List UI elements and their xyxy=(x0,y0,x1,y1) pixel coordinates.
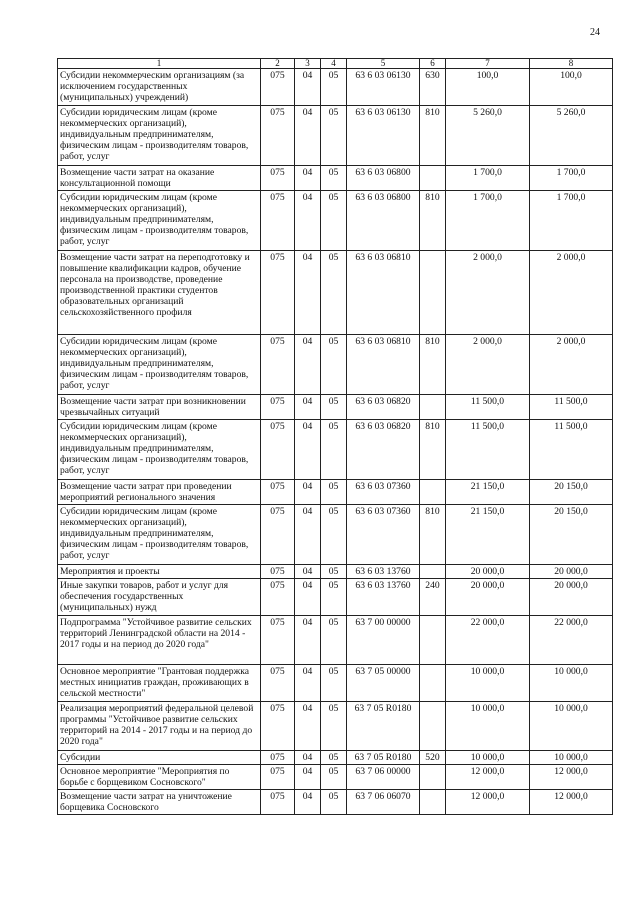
row-section: 04 xyxy=(295,505,321,565)
row-amount-col8: 10 000,0 xyxy=(530,702,613,751)
row-admin-code: 075 xyxy=(261,616,295,665)
row-admin-code: 075 xyxy=(261,251,295,335)
row-name: Субсидии юридическим лицам (кроме некоммерческих организаций), индивидуальным предпринимателям, физическим лицам - производителям товаров, работ, услуг xyxy=(58,505,261,565)
row-name: Возмещение части затрат на переподготовку и повышение квалификации кадров, обучение персонала на производстве, проведение производственной практики студентов образовательных организаций сельскохозяйственного профиля xyxy=(58,251,261,335)
row-subsection: 05 xyxy=(321,335,347,395)
row-section: 04 xyxy=(295,579,321,616)
row-admin-code: 075 xyxy=(261,702,295,751)
row-admin-code: 075 xyxy=(261,106,295,166)
row-amount-col7: 2 000,0 xyxy=(446,335,530,395)
table-row xyxy=(58,420,613,480)
column-header: 8 xyxy=(530,59,613,69)
row-amount-col7: 1 700,0 xyxy=(446,191,530,251)
row-subsection: 05 xyxy=(321,251,347,335)
row-amount-col7: 10 000,0 xyxy=(446,751,530,765)
table-row xyxy=(58,335,613,395)
row-amount-col8: 12 000,0 xyxy=(530,790,613,815)
row-section: 04 xyxy=(295,166,321,191)
row-admin-code: 075 xyxy=(261,395,295,420)
row-target-article: 63 6 03 13760 xyxy=(347,579,420,616)
row-amount-col8: 11 500,0 xyxy=(530,420,613,480)
row-amount-col7: 12 000,0 xyxy=(446,765,530,790)
row-subsection: 05 xyxy=(321,505,347,565)
table-row xyxy=(58,505,613,565)
row-name: Подпрограмма "Устойчивое развитие сельских территорий Ленинградской области на 2014 - 2017 годы и на период до 2020 года" xyxy=(58,616,261,665)
row-name: Субсидии юридическим лицам (кроме некоммерческих организаций), индивидуальным предпринимателям, физическим лицам - производителям товаров, работ, услуг xyxy=(58,335,261,395)
column-header: 4 xyxy=(321,59,347,69)
row-expense-type xyxy=(420,702,446,751)
table-row xyxy=(58,565,613,579)
row-expense-type xyxy=(420,665,446,702)
row-name: Субсидии юридическим лицам (кроме некоммерческих организаций), индивидуальным предпринимателям, физическим лицам - производителям товаров, работ, услуг xyxy=(58,191,261,251)
row-section: 04 xyxy=(295,751,321,765)
column-header: 1 xyxy=(58,59,261,69)
table-row xyxy=(58,751,613,765)
table-row xyxy=(58,395,613,420)
row-admin-code: 075 xyxy=(261,420,295,480)
column-header: 3 xyxy=(295,59,321,69)
row-section: 04 xyxy=(295,106,321,166)
row-subsection: 05 xyxy=(321,751,347,765)
row-expense-type: 810 xyxy=(420,420,446,480)
column-header: 5 xyxy=(347,59,420,69)
row-amount-col8: 20 150,0 xyxy=(530,480,613,505)
row-amount-col7: 21 150,0 xyxy=(446,505,530,565)
row-expense-type xyxy=(420,790,446,815)
row-admin-code: 075 xyxy=(261,790,295,815)
row-section: 04 xyxy=(295,765,321,790)
row-name: Реализация мероприятий федеральной целевой программы "Устойчивое развитие сельских территорий на 2014 - 2017 годы и на период до 2020 года" xyxy=(58,702,261,751)
row-target-article: 63 7 05 00000 xyxy=(347,665,420,702)
row-amount-col7: 21 150,0 xyxy=(446,480,530,505)
row-name: Возмещение части затрат на уничтожение борщевика Сосновского xyxy=(58,790,261,815)
row-section: 04 xyxy=(295,480,321,505)
row-target-article: 63 6 03 07360 xyxy=(347,505,420,565)
table-body xyxy=(58,69,613,815)
row-expense-type xyxy=(420,395,446,420)
row-subsection: 05 xyxy=(321,765,347,790)
table-row xyxy=(58,69,613,106)
row-section: 04 xyxy=(295,395,321,420)
row-expense-type xyxy=(420,251,446,335)
row-target-article: 63 7 05 R0180 xyxy=(347,702,420,751)
row-target-article: 63 6 03 06130 xyxy=(347,106,420,166)
row-amount-col8: 12 000,0 xyxy=(530,765,613,790)
row-expense-type: 630 xyxy=(420,69,446,106)
row-expense-type xyxy=(420,616,446,665)
row-name: Иные закупки товаров, работ и услуг для обеспечения государственных (муниципальных) нужд xyxy=(58,579,261,616)
row-amount-col7: 20 000,0 xyxy=(446,579,530,616)
row-target-article: 63 6 03 06810 xyxy=(347,335,420,395)
row-target-article: 63 6 03 06130 xyxy=(347,69,420,106)
row-admin-code: 075 xyxy=(261,751,295,765)
row-target-article: 63 6 03 06800 xyxy=(347,191,420,251)
row-subsection: 05 xyxy=(321,69,347,106)
row-name: Основное мероприятие "Мероприятия по борьбе с борщевиком Сосновского" xyxy=(58,765,261,790)
row-amount-col8: 20 150,0 xyxy=(530,505,613,565)
row-subsection: 05 xyxy=(321,191,347,251)
table-row xyxy=(58,702,613,751)
column-header: 2 xyxy=(261,59,295,69)
row-amount-col8: 2 000,0 xyxy=(530,335,613,395)
row-subsection: 05 xyxy=(321,579,347,616)
page-number: 24 xyxy=(590,27,600,38)
row-name: Субсидии юридическим лицам (кроме некоммерческих организаций), индивидуальным предпринимателям, физическим лицам - производителям товаров, работ, услуг xyxy=(58,420,261,480)
row-amount-col8: 11 500,0 xyxy=(530,395,613,420)
row-section: 04 xyxy=(295,251,321,335)
row-target-article: 63 7 05 R0180 xyxy=(347,751,420,765)
row-amount-col8: 22 000,0 xyxy=(530,616,613,665)
row-section: 04 xyxy=(295,702,321,751)
row-admin-code: 075 xyxy=(261,765,295,790)
row-amount-col8: 1 700,0 xyxy=(530,166,613,191)
row-target-article: 63 6 03 06810 xyxy=(347,251,420,335)
column-header: 6 xyxy=(420,59,446,69)
row-target-article: 63 6 03 07360 xyxy=(347,480,420,505)
table-row xyxy=(58,106,613,166)
row-admin-code: 075 xyxy=(261,480,295,505)
row-subsection: 05 xyxy=(321,790,347,815)
column-header-row xyxy=(58,59,613,69)
row-amount-col8: 10 000,0 xyxy=(530,751,613,765)
row-target-article: 63 7 06 06070 xyxy=(347,790,420,815)
row-name: Субсидии юридическим лицам (кроме некоммерческих организаций), индивидуальным предпринимателям, физическим лицам - производителям товаров, работ, услуг xyxy=(58,106,261,166)
row-subsection: 05 xyxy=(321,616,347,665)
row-target-article: 63 6 03 06800 xyxy=(347,166,420,191)
row-name: Возмещение части затрат при возникновении чрезвычайных ситуаций xyxy=(58,395,261,420)
row-section: 04 xyxy=(295,191,321,251)
row-section: 04 xyxy=(295,790,321,815)
row-expense-type: 810 xyxy=(420,191,446,251)
row-amount-col8: 5 260,0 xyxy=(530,106,613,166)
row-admin-code: 075 xyxy=(261,579,295,616)
row-target-article: 63 6 03 13760 xyxy=(347,565,420,579)
row-admin-code: 075 xyxy=(261,69,295,106)
row-admin-code: 075 xyxy=(261,565,295,579)
row-subsection: 05 xyxy=(321,166,347,191)
row-target-article: 63 6 03 06820 xyxy=(347,420,420,480)
row-expense-type xyxy=(420,480,446,505)
table-row xyxy=(58,251,613,335)
row-amount-col7: 12 000,0 xyxy=(446,790,530,815)
row-section: 04 xyxy=(295,665,321,702)
row-subsection: 05 xyxy=(321,480,347,505)
row-section: 04 xyxy=(295,565,321,579)
row-admin-code: 075 xyxy=(261,505,295,565)
row-amount-col7: 11 500,0 xyxy=(446,395,530,420)
column-header: 7 xyxy=(446,59,530,69)
row-amount-col7: 22 000,0 xyxy=(446,616,530,665)
row-amount-col7: 20 000,0 xyxy=(446,565,530,579)
table-row xyxy=(58,665,613,702)
row-section: 04 xyxy=(295,616,321,665)
row-name: Субсидии некоммерческим организациям (за исключением государственных (муниципальных) учреждений) xyxy=(58,69,261,106)
row-amount-col7: 2 000,0 xyxy=(446,251,530,335)
row-expense-type: 810 xyxy=(420,335,446,395)
row-amount-col8: 100,0 xyxy=(530,69,613,106)
row-admin-code: 075 xyxy=(261,191,295,251)
row-admin-code: 075 xyxy=(261,665,295,702)
table-row xyxy=(58,765,613,790)
table-row xyxy=(58,191,613,251)
row-subsection: 05 xyxy=(321,395,347,420)
row-amount-col8: 10 000,0 xyxy=(530,665,613,702)
row-name: Основное мероприятие "Грантовая поддержка местных инициатив граждан, проживающих в сельской местности" xyxy=(58,665,261,702)
row-amount-col7: 5 260,0 xyxy=(446,106,530,166)
row-admin-code: 075 xyxy=(261,166,295,191)
row-expense-type: 810 xyxy=(420,106,446,166)
row-amount-col8: 2 000,0 xyxy=(530,251,613,335)
row-amount-col7: 11 500,0 xyxy=(446,420,530,480)
row-amount-col8: 20 000,0 xyxy=(530,565,613,579)
row-target-article: 63 7 00 00000 xyxy=(347,616,420,665)
row-expense-type xyxy=(420,166,446,191)
budget-table xyxy=(57,58,613,815)
row-amount-col8: 20 000,0 xyxy=(530,579,613,616)
row-target-article: 63 6 03 06820 xyxy=(347,395,420,420)
row-section: 04 xyxy=(295,335,321,395)
row-amount-col8: 1 700,0 xyxy=(530,191,613,251)
row-name: Возмещение части затрат при проведении мероприятий регионального значения xyxy=(58,480,261,505)
row-name: Субсидии xyxy=(58,751,261,765)
row-amount-col7: 10 000,0 xyxy=(446,665,530,702)
row-expense-type: 240 xyxy=(420,579,446,616)
row-section: 04 xyxy=(295,69,321,106)
row-amount-col7: 100,0 xyxy=(446,69,530,106)
row-subsection: 05 xyxy=(321,565,347,579)
row-amount-col7: 1 700,0 xyxy=(446,166,530,191)
table-row xyxy=(58,480,613,505)
row-amount-col7: 10 000,0 xyxy=(446,702,530,751)
table-row xyxy=(58,579,613,616)
row-admin-code: 075 xyxy=(261,335,295,395)
row-expense-type: 810 xyxy=(420,505,446,565)
row-expense-type xyxy=(420,765,446,790)
row-expense-type: 520 xyxy=(420,751,446,765)
row-expense-type xyxy=(420,565,446,579)
row-subsection: 05 xyxy=(321,106,347,166)
table-row xyxy=(58,166,613,191)
row-name: Возмещение части затрат на оказание консультационной помощи xyxy=(58,166,261,191)
row-subsection: 05 xyxy=(321,420,347,480)
table-row xyxy=(58,790,613,815)
table-row xyxy=(58,616,613,665)
row-section: 04 xyxy=(295,420,321,480)
row-name: Мероприятия и проекты xyxy=(58,565,261,579)
row-target-article: 63 7 06 00000 xyxy=(347,765,420,790)
row-subsection: 05 xyxy=(321,702,347,751)
row-subsection: 05 xyxy=(321,665,347,702)
